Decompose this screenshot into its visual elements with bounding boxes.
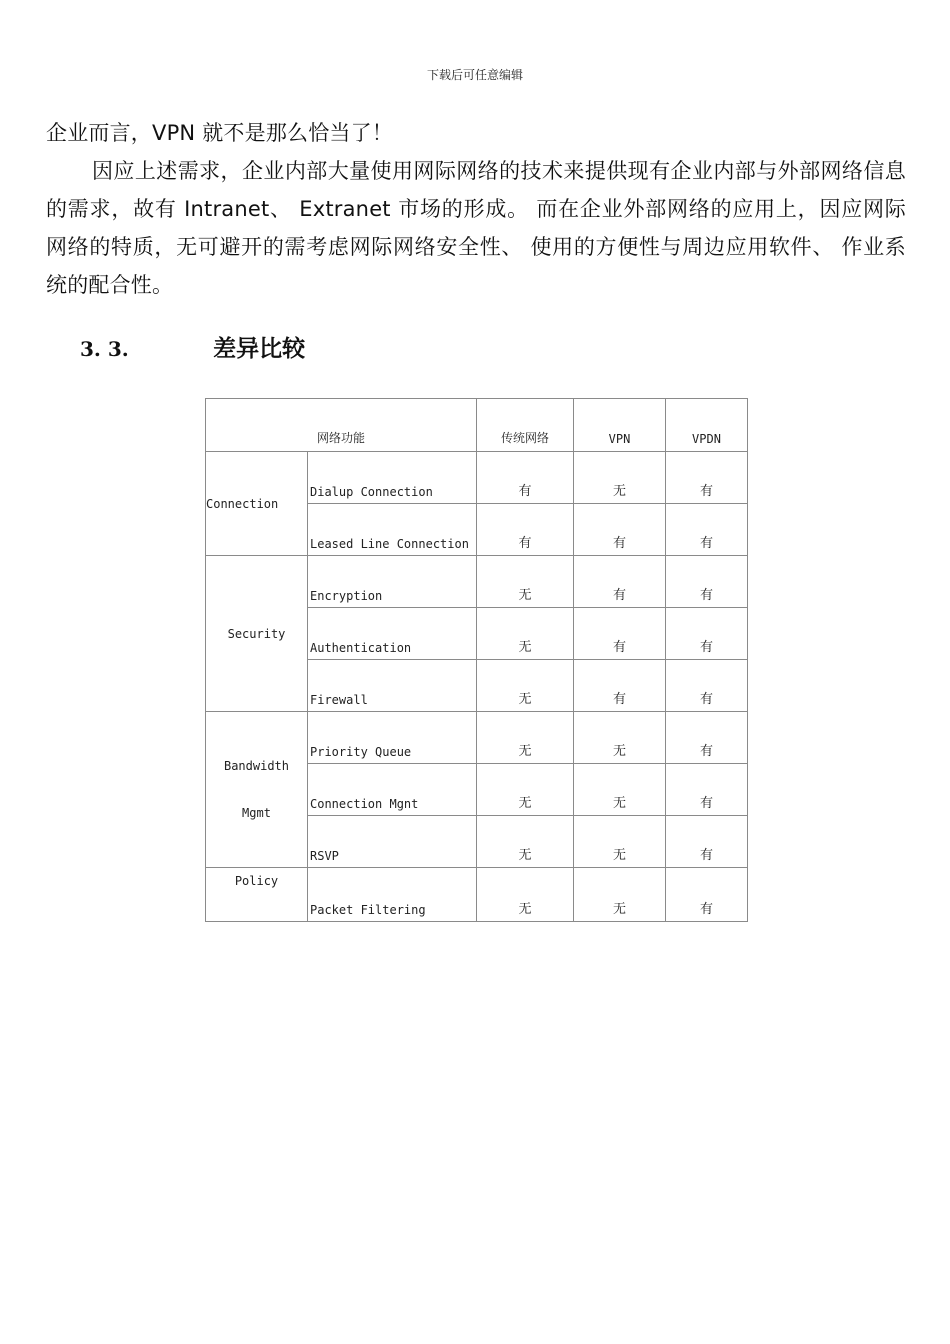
group-connection: Connection	[206, 452, 308, 556]
vpdn-cell: 有	[666, 868, 748, 922]
section-title: 差异比较	[213, 336, 306, 362]
comparison-table	[205, 398, 748, 922]
vpn-cell: 有	[574, 660, 666, 712]
vpn-cell: 无	[574, 452, 666, 504]
feature-cell: Priority Queue	[308, 712, 477, 764]
vpn-cell: 无	[574, 764, 666, 816]
vpdn-cell: 有	[666, 816, 748, 868]
vpdn-cell: 有	[666, 712, 748, 764]
vpdn-cell: 有	[666, 764, 748, 816]
vpdn-cell: 有	[666, 504, 748, 556]
table-row	[206, 452, 748, 504]
paragraph-2: 因应上述需求，企业内部大量使用网际网络的技术来提供现有企业内部与外部网络信息的需求，故有 Intranet、 Extranet 市场的形成。 而在企业外部网络的应用上，因应网际网络的特质，无可避开的需考虑网际网络安全性、 使用的方便性与周边应用软件、 作业系统的配合性。	[46, 159, 906, 297]
traditional-cell: 无	[477, 764, 574, 816]
group-bandwidth	[206, 712, 308, 868]
group-security: Security	[206, 556, 308, 712]
traditional-cell: 无	[477, 712, 574, 764]
feature-cell: Authentication	[308, 608, 477, 660]
traditional-cell: 有	[477, 504, 574, 556]
header-traditional: 传统网络	[477, 399, 574, 452]
traditional-cell: 无	[477, 556, 574, 608]
traditional-cell: 有	[477, 452, 574, 504]
paragraph-1: 企业而言，VPN 就不是那么恰当了！	[46, 121, 394, 145]
table-row	[206, 556, 748, 608]
header-vpn: VPN	[574, 399, 666, 452]
table-row	[206, 868, 748, 922]
traditional-cell: 无	[477, 868, 574, 922]
feature-cell: Connection Mgnt	[308, 764, 477, 816]
feature-cell: Encryption	[308, 556, 477, 608]
header-feature: 网络功能	[206, 399, 477, 452]
section-number: 3. 3.	[80, 337, 129, 361]
vpn-cell: 有	[574, 608, 666, 660]
feature-cell: Packet Filtering	[308, 868, 477, 922]
vpn-cell: 有	[574, 504, 666, 556]
group-bandwidth-line2: Mgmt	[242, 805, 271, 820]
vpn-cell: 无	[574, 868, 666, 922]
vpdn-cell: 有	[666, 452, 748, 504]
feature-cell: Dialup Connection	[308, 452, 477, 504]
traditional-cell: 无	[477, 608, 574, 660]
feature-cell: Leased Line Connection	[308, 504, 477, 556]
feature-cell: Firewall	[308, 660, 477, 712]
group-bandwidth-line1: Bandwidth	[223, 758, 290, 773]
traditional-cell: 无	[477, 660, 574, 712]
vpn-cell: 无	[574, 712, 666, 764]
table-row	[206, 712, 748, 764]
vpn-cell: 无	[574, 816, 666, 868]
group-policy: Policy	[206, 868, 308, 922]
vpdn-cell: 有	[666, 556, 748, 608]
section-heading	[80, 330, 305, 363]
header-vpdn: VPDN	[666, 399, 748, 452]
traditional-cell: 无	[477, 816, 574, 868]
vpn-cell: 有	[574, 556, 666, 608]
table-header-row	[206, 399, 748, 452]
page-header: 下载后可任意编辑	[426, 68, 523, 82]
vpdn-cell: 有	[666, 608, 748, 660]
feature-cell: RSVP	[308, 816, 477, 868]
vpdn-cell: 有	[666, 660, 748, 712]
